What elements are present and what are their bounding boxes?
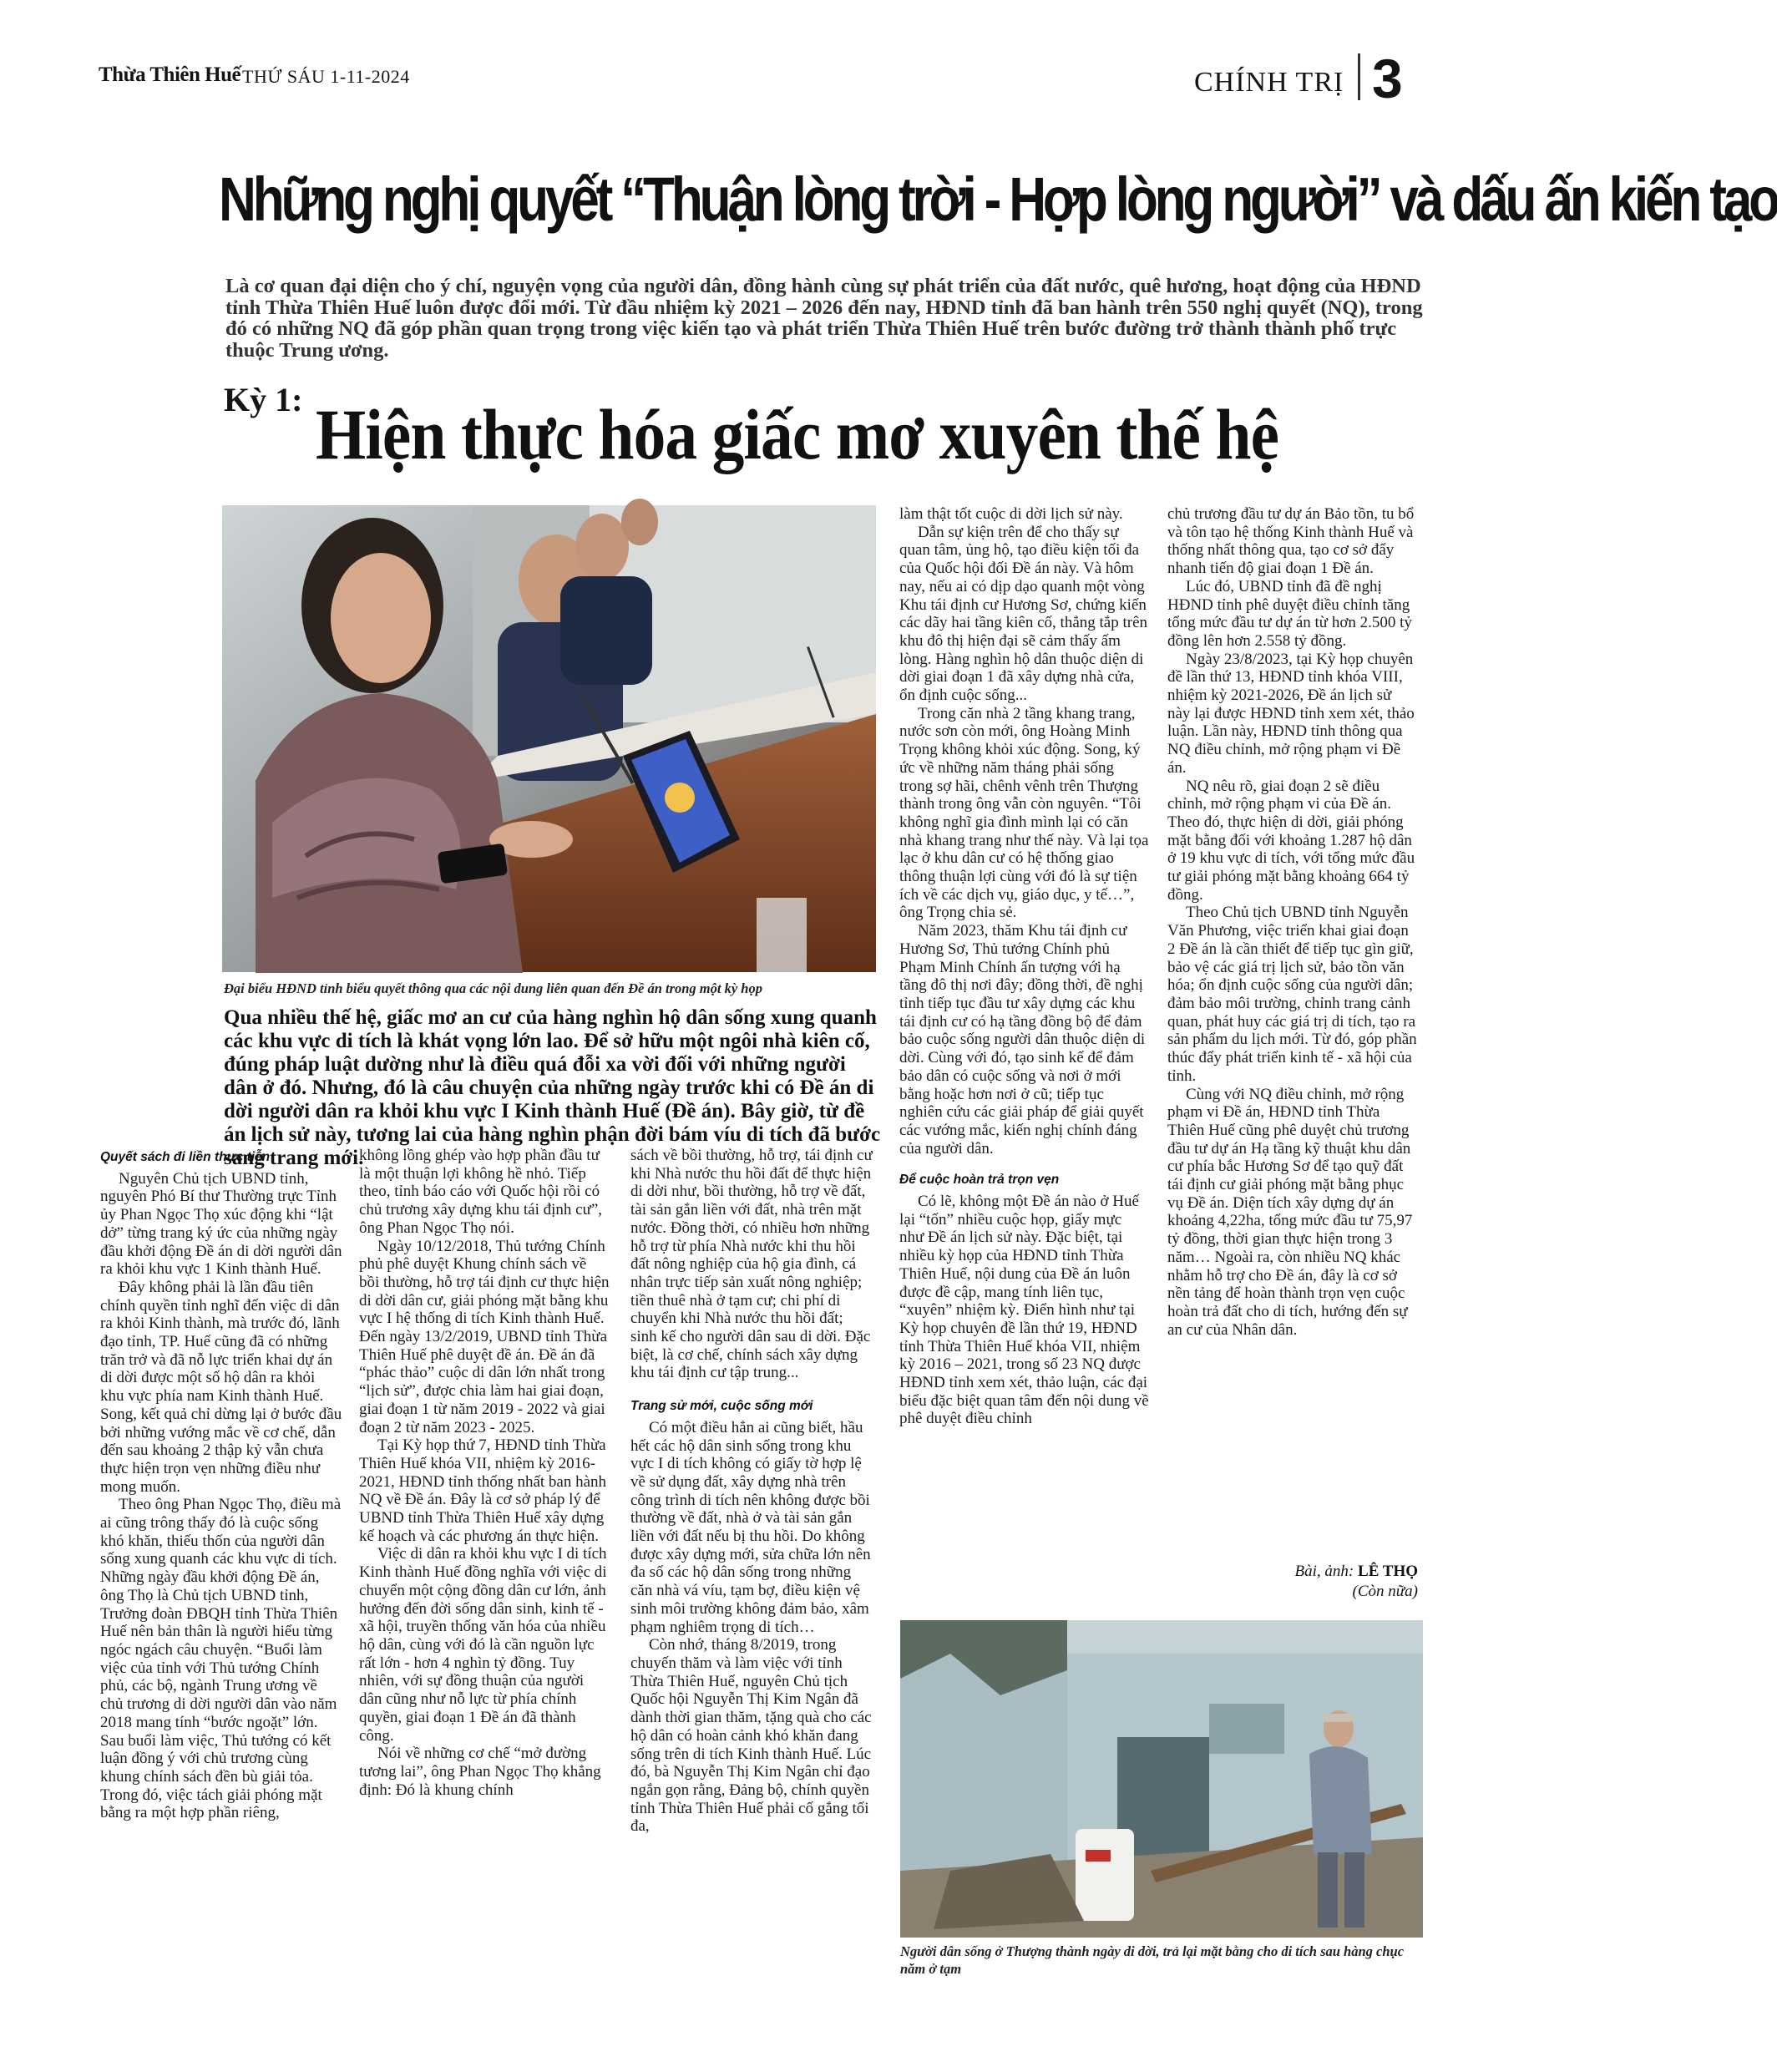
paragraph: Còn nhớ, tháng 8/2019, trong chuyến thăm và làm việc với tỉnh Thừa Thiên Huế, nguyên Chủ tịch Quốc hội Nguyễn Thị Kim Ngân đã dành thời gian thăm, tặng quà cho các hộ dân có hoàn cảnh khó khăn đang sống trên di tích Kinh thành Huế. Lúc đó, bà Nguyễn Thị Kim Ngân chỉ đạo ngắn gọn rằng, Đảng bộ, chính quyền tỉnh Thừa Thiên Huế phải cố gắng tối đa, (630, 1636, 872, 1836)
paragraph: Lúc đó, UBND tỉnh đã đề nghị HĐND tỉnh phê duyệt điều chỉnh tăng tổng mức đầu tư dự án từ hơn 2.500 tỷ đồng lên hơn 2.558 tỷ đồng. (1167, 577, 1412, 650)
paragraph: không lồng ghép vào hợp phần đầu tư là một thuận lợi không hề nhỏ. Tiếp theo, tỉnh báo cáo với Quốc hội rồi có chủ trương xây dựng khu tái định cư”, ông Phan Ngọc Thọ nói. (359, 1147, 603, 1237)
section-heading-3: Để cuộc hoàn trả trọn vẹn (899, 1173, 1060, 1188)
masthead: Thừa Thiên Huế (99, 63, 241, 86)
paragraph: sách về bồi thường, hỗ trợ, tái định cư khi Nhà nước thu hồi đất để thực hiện di dời như, bồi thường, hỗ trợ về đất, tài sản gắn liền với đất, nhà trên mặt nước. Đồng thời, có nhiều hơn những hỗ trợ từ phía Nhà nước khi thu hồi đất nông nghiệp của hộ gia đình, cá nhân trực tiếp sản xuất nông nghiệp; tiền thuê nhà ở tạm cư; chi phí di chuyển khi Nhà nước thu hồi đất; sinh kế cho người dân sau di dời. Đặc biệt, là cơ chế, chính sách xây dựng khu tái định cư tập trung... (630, 1147, 873, 1382)
paragraph: Nguyên Chủ tịch UBND tỉnh, nguyên Phó Bí thư Thường trực Tỉnh ủy Phan Ngọc Thọ xúc động khi “lật dở” từng trang ký ức của những ngày đầu khởi động Đề án di dời người dân ra khỏi khu vực 1 Kinh thành Huế. (100, 1169, 342, 1279)
paragraph: Có lẽ, không một Đề án nào ở Huế lại “tốn” nhiều cuộc họp, giấy mực như Đề án lịch sử này. Đặc biệt, tại nhiều kỳ họp của HĐND tỉnh Thừa Thiên Huế, nội dung của Đề án luôn được đề cập, mang tính liên tục, “xuyên” nhiệm kỳ. Điển hình như tại Kỳ họp chuyên đề lần thứ 19, HĐND tỉnh Thừa Thiên Huế khóa VII, nhiệm kỳ 2016 – 2021, trong số 23 NQ được HĐND tỉnh xem xét, thảo luận, các đại biểu đặc biệt quan tâm đến nội dung về phê duyệt điều chỉnh (899, 1193, 1149, 1428)
paragraph: Ngày 10/12/2018, Thủ tướng Chính phủ phê duyệt Khung chính sách về bồi thường, hỗ trợ tái định cư thực hiện di dời dân cư, giải phóng mặt bằng khu vực I hệ thống di tích Kinh thành Huế. Đến ngày 13/2/2019, UBND tỉnh Thừa Thiên Huế phê duyệt đề án. Đề án đã “phác thảo” cuộc di dân lớn nhất trong “lịch sử”, được chia làm hai giai đoạn, giai đoạn 1 từ năm 2019 - 2022 và giai đoạn 2 từ năm 2023 - 2025. (359, 1237, 610, 1436)
paragraph: Dẫn sự kiện trên để cho thấy sự quan tâm, ủng hộ, tạo điều kiện tối đa của Quốc hội đối Đề án này. Và hôm nay, nếu ai có dịp dạo quanh một vòng Khu tái định cư Hương Sơ, chứng kiến các dãy hai tầng kiên cố, thẳng tắp trên khu đô thị hiện đại sẽ cảm thấy ấm lòng. Hàng nghìn hộ dân thuộc diện di dời giai đoạn 1 đã xây dựng nhà cửa, ổn định cuộc sống... (899, 523, 1148, 705)
byline-prefix: Bài, ảnh: (1294, 1563, 1354, 1580)
council-meeting-photo (222, 505, 876, 972)
issue-date: THỨ SÁU 1-11-2024 (242, 66, 410, 87)
byline (1167, 1562, 1418, 1602)
photo1-caption: Đại biểu HĐND tỉnh biểu quyết thông qua các nội dung liên quan đến Đề án trong một kỳ họp (224, 980, 762, 996)
paragraph: Đây không phải là lần đầu tiên chính quyền tỉnh nghĩ đến việc di dân ra khỏi Kinh thành, mà trước đó, lãnh đạo tỉnh, TP. Huế cũng đã có những trăn trở và đã nỗ lực triển khai dự án di dời được một số hộ dân ra khỏi khu vực phía nam Kinh thành Huế. Song, kết quả chỉ dừng lại ở bước đầu bởi những vướng mắc về cơ chế, dẫn đến sau khoảng 2 thập kỷ vẫn chưa thực hiện trọn vẹn những điều như mong muốn. (100, 1278, 342, 1496)
paragraph: làm thật tốt cuộc di dời lịch sử này. (899, 505, 1123, 523)
paragraph: Theo ông Phan Ngọc Thọ, điều mà ai cũng trông thấy đó là cuộc sống khó khăn, thiếu thốn của người dân sống xung quanh các khu vực di tích. Những ngày đầu khởi động Đề án, ông Thọ là Chủ tịch UBND tỉnh, Trưởng đoàn ĐBQH tỉnh Thừa Thiên Huế nên bản thân là người hiểu từng ngóc ngách câu chuyện. “Buổi làm việc của tỉnh với Thủ tướng Chính phủ, các bộ, ngành Trung ương về chủ trương di dời người dân vào năm 2018 mang tính “bước ngoặt” lớn. Sau buổi làm việc, Thủ tướng có kết luận đồng ý với chủ trương cùng khung chính sách đền bù giải tỏa. Trong đó, việc tách giải phóng mặt bằng ra một hợp phần riêng, (100, 1496, 342, 1822)
lede-text: Là cơ quan đại diện cho ý chí, nguyện vọng của người dân, đồng hành cùng sự phát triển của đất nước, quê hương, hoạt động của HĐND tỉnh Thừa Thiên Huế luôn được đổi mới. Từ đầu nhiệm kỳ 2021 – 2026 đến nay, HĐND tỉnh đã ban hành trên 550 nghị quyết (NQ), trong đó có những NQ đã góp phần quan trọng trong việc kiến tạo và phát triển Thừa Thiên Huế trên bước đường trở thành thành phố trực thuộc Trung ương. (225, 275, 1423, 362)
continued-note: (Còn nữa) (1352, 1583, 1418, 1600)
paragraph: Trong căn nhà 2 tầng khang trang, nước sơn còn mới, ông Hoàng Minh Trọng không khỏi xúc động. Song, ký ức về những năm tháng phải sống trong sợ hãi, chênh vênh trên Thượng thành trong ông vẫn còn nguyên. “Tôi không nghĩ gia đình mình lại có căn nhà khang trang như thế này. Và lại tọa lạc ở khu dân cư có hệ thống giao thông thuận lợi cùng với đó là sự tiện ích về các dịch vụ, giáo dục, y tế…”, ông Trọng chia sẻ. (899, 704, 1149, 922)
page-number: 3 (1372, 48, 1403, 109)
section-heading-1: Quyết sách đi liền thực tiễn (100, 1150, 271, 1164)
section-heading-2: Trang sử mới, cuộc sống mới (630, 1399, 813, 1414)
photo2-caption: Người dân sống ở Thượng thành ngày di dời, trả lại mặt bằng cho di tích sau hàng chục năm ở tạm (900, 1943, 1405, 1977)
paragraph: chủ trương đầu tư dự án Bảo tồn, tu bổ và tôn tạo hệ thống Kinh thành Huế và thống nhất thông qua, tạo cơ sở đẩy nhanh tiến độ giai đoạn 1 Đề án. (1167, 505, 1415, 578)
byline-line (1167, 1562, 1418, 1582)
section-label: CHÍNH TRỊ (1194, 67, 1344, 98)
body-column-4 (899, 505, 1150, 1428)
lede (225, 276, 1428, 361)
author-name: LÊ THỌ (1358, 1563, 1418, 1580)
series-kicker: Kỳ 1: (224, 381, 303, 418)
paragraph: Năm 2023, thăm Khu tái định cư Hương Sơ, Thủ tướng Chính phủ Phạm Minh Chính ấn tượng với hạ tầng đô thị nơi đây; đồng thời, đề nghị tỉnh tiếp tục đầu tư xây dựng các khu tái định cư có hạ tầng đồng bộ để đảm bảo cuộc sống người dân thuộc diện di dời. Cùng với đó, tạo sinh kế để đảm bảo dân có cuộc sống và nơi ở mới bằng hoặc hơn nơi ở cũ; tiếp tục nghiên cứu các giải pháp để giải quyết các vướng mắc, kiến nghị chính đáng của người dân. (899, 922, 1146, 1158)
paragraph: Cùng với NQ điều chỉnh, mở rộng phạm vi Đề án, HĐND tỉnh Thừa Thiên Huế cũng phê duyệt chủ trương đầu tư dự án Hạ tầng kỹ thuật khu dân cư phía bắc Hương Sơ để tạo quỹ đất tái định cư giải phóng mặt bằng phục vụ Đề án. Diện tích xây dựng dự án khoảng 4,22ha, tổng mức đầu tư 75,97 tỷ đồng, thời gian thực hiện trong 3 năm… Ngoài ra, còn nhiều NQ khác nhằm hỗ trợ cho Đề án, đây là cơ sở nền tảng để hoàn thành trọn vẹn cuộc hoàn trả đất cho di tích, hướng đến sự an cư của Nhân dân. (1167, 1085, 1413, 1339)
paragraph: Theo Chủ tịch UBND tỉnh Nguyễn Văn Phương, việc triển khai giai đoạn 2 Đề án là cần thiết để tiếp tục gìn giữ, bảo vệ các giá trị lịch sử, bảo tồn văn hóa; ổn định cuộc sống của người dân; đảm bảo môi trường, chỉnh trang cảnh quan, phát huy các giá trị di tích, tạo ra sản phẩm du lịch mới. Từ đó, góp phần thúc đẩy phát triển kinh tế - xã hội của tỉnh. (1167, 904, 1417, 1085)
intro-paragraph (224, 1006, 883, 1170)
paragraph: Việc di dân ra khỏi khu vực I di tích Kinh thành Huế đồng nghĩa với việc di chuyển một cộng đồng dân cư lớn, ảnh hưởng đến đời sống dân sinh, kinh tế - xã hội, truyền thống văn hóa của nhiều hộ dân, cùng với đó là cần nguồn lực rất lớn - hơn 4 nghìn tỷ đồng. Tuy nhiên, với sự đồng thuận của người dân cũng như nỗ lực từ phía chính quyền, giai đoạn 1 Đề án đã thành công. (359, 1545, 607, 1745)
intro-text: Qua nhiều thế hệ, giấc mơ an cư của hàng nghìn hộ dân sống xung quanh các khu vực di tích là khát vọng lớn lao. Để sở hữu một ngôi nhà kiên cố, đúng pháp luật dường như là điều quá đỗi xa vời đối với những người dân ở đó. Nhưng, đó là câu chuyện của những ngày trước khi có Đề án di dời người dân ra khỏi khu vực I Kinh thành Huế (Đề án). Bây giờ, từ đề án lịch sử này, tương lai của hàng nghìn phận đời bám víu di tích đã bước sang trang mới. (224, 1006, 881, 1169)
body-column-1 (100, 1147, 342, 1822)
paragraph: Có một điều hẳn ai cũng biết, hầu hết các hộ dân sinh sống trong khu vực I di tích không có giấy tờ hợp lệ về sử dụng đất, xây dựng nhà trên công trình di tích nên không được bồi thường về đất, nhà ở và tài sản gắn liền với đất nếu bị thu hồi. Do không được xây dựng mới, sửa chữa lớn nên đa số các hộ dân sống trong những căn nhà vá víu, tạm bợ, điều kiện vệ sinh môi trường không đảm bảo, xâm phạm nghiêm trọng di tích… (630, 1418, 871, 1636)
paragraph: Ngày 23/8/2023, tại Kỳ họp chuyên đề lần thứ 13, HĐND tỉnh khóa VIII, nhiệm kỳ 2021-2026, Đề án lịch sử này lại được HĐND tỉnh xem xét, thảo luận. Lần này, HĐND tỉnh thông qua NQ điều chỉnh, mở rộng phạm vi Đề án. (1167, 650, 1415, 777)
headline: Những nghị quyết “Thuận lòng trời - Hợp lòng người” và dấu ấn kiến tạo (219, 165, 1777, 234)
body-column-2 (359, 1147, 610, 1799)
header-divider (1358, 53, 1360, 100)
paragraph: Tại Kỳ họp thứ 7, HĐND tỉnh Thừa Thiên Huế khóa VII, nhiệm kỳ 2016-2021, HĐND tỉnh thống nhất ban hành NQ về Đề án. Đây là cơ sở pháp lý để UBND tỉnh Thừa Thiên Huế xây dựng kế hoạch và các phương án thực hiện. (359, 1436, 607, 1545)
paragraph: Nói về những cơ chế “mở đường tương lai”, ông Phan Ngọc Thọ khẳng định: Đó là khung chính (359, 1745, 601, 1799)
paragraph: NQ nêu rõ, giai đoạn 2 sẽ điều chỉnh, mở rộng phạm vi của Đề án. Theo đó, thực hiện di dời, giải phóng mặt bằng đối với khoảng 1.287 hộ dân ở 19 khu vực di tích, với tổng mức đầu tư giải phóng mặt bằng khoảng 664 tỷ đồng. (1167, 777, 1415, 904)
relocation-photo (900, 1620, 1423, 1938)
body-column-5 (1167, 505, 1418, 1339)
subheadline: Hiện thực hóa giấc mơ xuyên thế hệ (316, 394, 1279, 474)
body-column-3 (630, 1147, 873, 1836)
